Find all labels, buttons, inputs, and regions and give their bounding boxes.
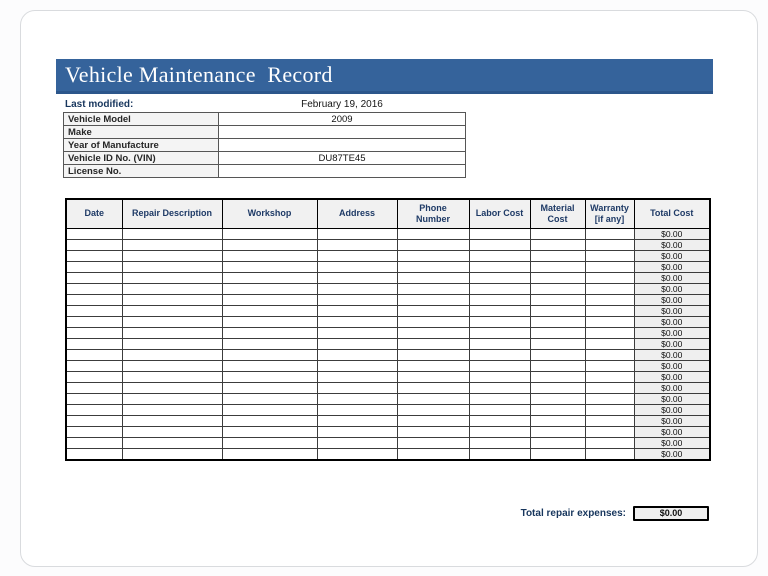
cell-phone-number[interactable] bbox=[397, 338, 469, 349]
cell-repair-description[interactable] bbox=[122, 250, 222, 261]
cell-repair-description[interactable] bbox=[122, 272, 222, 283]
table-row bbox=[66, 415, 710, 426]
table-row bbox=[66, 360, 710, 371]
cell-total-cost: $0.00 bbox=[634, 415, 710, 426]
cell-warranty[interactable] bbox=[585, 448, 634, 460]
table-row bbox=[66, 327, 710, 338]
cell-address[interactable] bbox=[317, 426, 397, 437]
cell-total-cost: $0.00 bbox=[634, 393, 710, 404]
table-row bbox=[66, 426, 710, 437]
info-label: Make bbox=[64, 126, 219, 139]
cell-warranty[interactable] bbox=[585, 437, 634, 448]
cell-address[interactable] bbox=[317, 316, 397, 327]
cell-date[interactable] bbox=[66, 261, 122, 272]
col-header-material-cost: Material Cost bbox=[530, 199, 585, 228]
cell-phone-number[interactable] bbox=[397, 448, 469, 460]
cell-repair-description[interactable] bbox=[122, 415, 222, 426]
cell-material-cost[interactable] bbox=[530, 415, 585, 426]
cell-material-cost[interactable] bbox=[530, 448, 585, 460]
info-label: Vehicle ID No. (VIN) bbox=[64, 152, 219, 165]
cell-total-cost: $0.00 bbox=[634, 283, 710, 294]
cell-date[interactable] bbox=[66, 448, 122, 460]
col-header-phone-number: Phone Number bbox=[397, 199, 469, 228]
cell-address[interactable] bbox=[317, 349, 397, 360]
table-row bbox=[66, 305, 710, 316]
cell-labor-cost[interactable] bbox=[469, 261, 530, 272]
cell-total-cost: $0.00 bbox=[634, 338, 710, 349]
cell-address[interactable] bbox=[317, 360, 397, 371]
cell-total-cost: $0.00 bbox=[634, 261, 710, 272]
document-page bbox=[20, 10, 758, 567]
cell-labor-cost[interactable] bbox=[469, 382, 530, 393]
cell-workshop[interactable] bbox=[222, 448, 317, 460]
cell-workshop[interactable] bbox=[222, 382, 317, 393]
cell-date[interactable] bbox=[66, 360, 122, 371]
table-row bbox=[66, 382, 710, 393]
cell-repair-description[interactable] bbox=[122, 437, 222, 448]
total-repair-expenses-label: Total repair expenses: bbox=[520, 508, 626, 519]
title-banner bbox=[56, 59, 713, 94]
total-repair-expenses-value: $0.00 bbox=[633, 506, 709, 521]
cell-repair-description[interactable] bbox=[122, 261, 222, 272]
cell-address[interactable] bbox=[317, 327, 397, 338]
cell-warranty[interactable] bbox=[585, 404, 634, 415]
cell-phone-number[interactable] bbox=[397, 283, 469, 294]
cell-phone-number[interactable] bbox=[397, 316, 469, 327]
cell-total-cost: $0.00 bbox=[634, 426, 710, 437]
cell-repair-description[interactable] bbox=[122, 393, 222, 404]
cell-date[interactable] bbox=[66, 382, 122, 393]
cell-phone-number[interactable] bbox=[397, 404, 469, 415]
cell-repair-description[interactable] bbox=[122, 239, 222, 250]
cell-warranty[interactable] bbox=[585, 360, 634, 371]
cell-repair-description[interactable] bbox=[122, 338, 222, 349]
cell-total-cost: $0.00 bbox=[634, 228, 710, 239]
cell-warranty[interactable] bbox=[585, 393, 634, 404]
cell-date[interactable] bbox=[66, 272, 122, 283]
info-label: Year of Manufacture bbox=[64, 139, 219, 152]
col-header-workshop: Workshop bbox=[222, 199, 317, 228]
cell-workshop[interactable] bbox=[222, 393, 317, 404]
cell-material-cost[interactable] bbox=[530, 360, 585, 371]
cell-total-cost: $0.00 bbox=[634, 272, 710, 283]
cell-address[interactable] bbox=[317, 382, 397, 393]
cell-repair-description[interactable] bbox=[122, 382, 222, 393]
cell-phone-number[interactable] bbox=[397, 327, 469, 338]
cell-material-cost[interactable] bbox=[530, 382, 585, 393]
cell-total-cost: $0.00 bbox=[634, 250, 710, 261]
table-row bbox=[66, 228, 710, 239]
cell-address[interactable] bbox=[317, 261, 397, 272]
cell-warranty[interactable] bbox=[585, 338, 634, 349]
cell-phone-number[interactable] bbox=[397, 349, 469, 360]
cell-material-cost[interactable] bbox=[530, 404, 585, 415]
cell-repair-description[interactable] bbox=[122, 371, 222, 382]
cell-phone-number[interactable] bbox=[397, 272, 469, 283]
vehicle-info-table bbox=[63, 112, 466, 178]
cell-workshop[interactable] bbox=[222, 283, 317, 294]
col-header-warranty: Warranty [if any] bbox=[585, 199, 634, 228]
table-header-row bbox=[66, 199, 710, 228]
cell-total-cost: $0.00 bbox=[634, 437, 710, 448]
info-value-field[interactable] bbox=[219, 126, 466, 139]
cell-address[interactable] bbox=[317, 437, 397, 448]
cell-phone-number[interactable] bbox=[397, 228, 469, 239]
cell-warranty[interactable] bbox=[585, 261, 634, 272]
cell-phone-number[interactable] bbox=[397, 250, 469, 261]
cell-warranty[interactable] bbox=[585, 415, 634, 426]
cell-labor-cost[interactable] bbox=[469, 360, 530, 371]
cell-labor-cost[interactable] bbox=[469, 316, 530, 327]
cell-labor-cost[interactable] bbox=[469, 371, 530, 382]
info-value-field[interactable]: DU87TE45 bbox=[219, 152, 466, 165]
cell-repair-description[interactable] bbox=[122, 327, 222, 338]
cell-total-cost: $0.00 bbox=[634, 448, 710, 460]
cell-workshop[interactable] bbox=[222, 294, 317, 305]
cell-labor-cost[interactable] bbox=[469, 250, 530, 261]
cell-labor-cost[interactable] bbox=[469, 228, 530, 239]
info-row bbox=[64, 139, 466, 152]
cell-date[interactable] bbox=[66, 349, 122, 360]
cell-phone-number[interactable] bbox=[397, 426, 469, 437]
cell-material-cost[interactable] bbox=[530, 250, 585, 261]
table-row bbox=[66, 250, 710, 261]
cell-workshop[interactable] bbox=[222, 404, 317, 415]
cell-material-cost[interactable] bbox=[530, 261, 585, 272]
cell-repair-description[interactable] bbox=[122, 448, 222, 460]
cell-date[interactable] bbox=[66, 437, 122, 448]
cell-repair-description[interactable] bbox=[122, 294, 222, 305]
page-title: Vehicle Maintenance Record bbox=[65, 62, 333, 87]
info-value-field[interactable] bbox=[219, 139, 466, 152]
col-header-address: Address bbox=[317, 199, 397, 228]
cell-date[interactable] bbox=[66, 426, 122, 437]
cell-warranty[interactable] bbox=[585, 272, 634, 283]
cell-labor-cost[interactable] bbox=[469, 338, 530, 349]
cell-labor-cost[interactable] bbox=[469, 415, 530, 426]
cell-workshop[interactable] bbox=[222, 415, 317, 426]
info-row bbox=[64, 165, 466, 178]
cell-workshop[interactable] bbox=[222, 437, 317, 448]
last-modified-label: Last modified: bbox=[65, 99, 134, 110]
cell-repair-description[interactable] bbox=[122, 426, 222, 437]
cell-labor-cost[interactable] bbox=[469, 426, 530, 437]
cell-address[interactable] bbox=[317, 272, 397, 283]
cell-phone-number[interactable] bbox=[397, 371, 469, 382]
cell-warranty[interactable] bbox=[585, 305, 634, 316]
cell-warranty[interactable] bbox=[585, 349, 634, 360]
cell-date[interactable] bbox=[66, 294, 122, 305]
cell-workshop[interactable] bbox=[222, 305, 317, 316]
cell-address[interactable] bbox=[317, 250, 397, 261]
cell-labor-cost[interactable] bbox=[469, 305, 530, 316]
info-label: Vehicle Model bbox=[64, 113, 219, 126]
info-label: License No. bbox=[64, 165, 219, 178]
cell-material-cost[interactable] bbox=[530, 426, 585, 437]
cell-date[interactable] bbox=[66, 305, 122, 316]
cell-workshop[interactable] bbox=[222, 316, 317, 327]
cell-total-cost: $0.00 bbox=[634, 239, 710, 250]
cell-date[interactable] bbox=[66, 250, 122, 261]
cell-workshop[interactable] bbox=[222, 360, 317, 371]
cell-warranty[interactable] bbox=[585, 327, 634, 338]
cell-warranty[interactable] bbox=[585, 294, 634, 305]
cell-material-cost[interactable] bbox=[530, 349, 585, 360]
cell-repair-description[interactable] bbox=[122, 360, 222, 371]
cell-address[interactable] bbox=[317, 239, 397, 250]
cell-date[interactable] bbox=[66, 239, 122, 250]
cell-material-cost[interactable] bbox=[530, 371, 585, 382]
cell-labor-cost[interactable] bbox=[469, 294, 530, 305]
cell-address[interactable] bbox=[317, 371, 397, 382]
cell-labor-cost[interactable] bbox=[469, 404, 530, 415]
cell-material-cost[interactable] bbox=[530, 272, 585, 283]
cell-labor-cost[interactable] bbox=[469, 283, 530, 294]
cell-warranty[interactable] bbox=[585, 250, 634, 261]
cell-repair-description[interactable] bbox=[122, 228, 222, 239]
cell-material-cost[interactable] bbox=[530, 393, 585, 404]
cell-address[interactable] bbox=[317, 305, 397, 316]
vehicle-info-section bbox=[63, 97, 466, 178]
cell-labor-cost[interactable] bbox=[469, 448, 530, 460]
col-header-total-cost: Total Cost bbox=[634, 199, 710, 228]
cell-address[interactable] bbox=[317, 338, 397, 349]
cell-warranty[interactable] bbox=[585, 283, 634, 294]
table-row bbox=[66, 371, 710, 382]
cell-workshop[interactable] bbox=[222, 371, 317, 382]
cell-warranty[interactable] bbox=[585, 228, 634, 239]
last-modified-value: February 19, 2016 bbox=[301, 99, 383, 110]
cell-labor-cost[interactable] bbox=[469, 393, 530, 404]
cell-material-cost[interactable] bbox=[530, 283, 585, 294]
table-row bbox=[66, 404, 710, 415]
cell-total-cost: $0.00 bbox=[634, 404, 710, 415]
cell-workshop[interactable] bbox=[222, 349, 317, 360]
cell-date[interactable] bbox=[66, 338, 122, 349]
cell-total-cost: $0.00 bbox=[634, 371, 710, 382]
cell-address[interactable] bbox=[317, 294, 397, 305]
cell-total-cost: $0.00 bbox=[634, 294, 710, 305]
table-row bbox=[66, 393, 710, 404]
cell-repair-description[interactable] bbox=[122, 404, 222, 415]
cell-workshop[interactable] bbox=[222, 426, 317, 437]
col-header-labor-cost: Labor Cost bbox=[469, 199, 530, 228]
col-header-date: Date bbox=[66, 199, 122, 228]
cell-address[interactable] bbox=[317, 393, 397, 404]
cell-labor-cost[interactable] bbox=[469, 327, 530, 338]
cell-phone-number[interactable] bbox=[397, 437, 469, 448]
table-row bbox=[66, 316, 710, 327]
info-row bbox=[64, 113, 466, 126]
cell-material-cost[interactable] bbox=[530, 316, 585, 327]
table-row bbox=[66, 272, 710, 283]
cell-labor-cost[interactable] bbox=[469, 349, 530, 360]
cell-date[interactable] bbox=[66, 393, 122, 404]
cell-material-cost[interactable] bbox=[530, 294, 585, 305]
cell-warranty[interactable] bbox=[585, 316, 634, 327]
cell-total-cost: $0.00 bbox=[634, 327, 710, 338]
cell-material-cost[interactable] bbox=[530, 327, 585, 338]
cell-material-cost[interactable] bbox=[530, 437, 585, 448]
cell-warranty[interactable] bbox=[585, 382, 634, 393]
cell-total-cost: $0.00 bbox=[634, 360, 710, 371]
table-row bbox=[66, 437, 710, 448]
cell-date[interactable] bbox=[66, 415, 122, 426]
cell-workshop[interactable] bbox=[222, 250, 317, 261]
cell-address[interactable] bbox=[317, 448, 397, 460]
cell-date[interactable] bbox=[66, 228, 122, 239]
cell-address[interactable] bbox=[317, 283, 397, 294]
cell-workshop[interactable] bbox=[222, 272, 317, 283]
table-row bbox=[66, 294, 710, 305]
table-row bbox=[66, 349, 710, 360]
cell-repair-description[interactable] bbox=[122, 349, 222, 360]
info-value-field[interactable]: 2009 bbox=[219, 113, 466, 126]
cell-phone-number[interactable] bbox=[397, 415, 469, 426]
cell-date[interactable] bbox=[66, 316, 122, 327]
cell-workshop[interactable] bbox=[222, 228, 317, 239]
col-header-repair-description: Repair Description bbox=[122, 199, 222, 228]
cell-material-cost[interactable] bbox=[530, 305, 585, 316]
cell-date[interactable] bbox=[66, 404, 122, 415]
cell-phone-number[interactable] bbox=[397, 261, 469, 272]
cell-material-cost[interactable] bbox=[530, 228, 585, 239]
cell-labor-cost[interactable] bbox=[469, 437, 530, 448]
cell-material-cost[interactable] bbox=[530, 338, 585, 349]
cell-date[interactable] bbox=[66, 371, 122, 382]
cell-phone-number[interactable] bbox=[397, 360, 469, 371]
cell-total-cost: $0.00 bbox=[634, 382, 710, 393]
table-row bbox=[66, 239, 710, 250]
info-value-field[interactable] bbox=[219, 165, 466, 178]
table-row bbox=[66, 448, 710, 460]
cell-phone-number[interactable] bbox=[397, 382, 469, 393]
grand-total-row bbox=[65, 506, 709, 521]
cell-total-cost: $0.00 bbox=[634, 349, 710, 360]
cell-address[interactable] bbox=[317, 404, 397, 415]
cell-workshop[interactable] bbox=[222, 327, 317, 338]
cell-workshop[interactable] bbox=[222, 239, 317, 250]
info-row bbox=[64, 152, 466, 165]
cell-phone-number[interactable] bbox=[397, 294, 469, 305]
cell-phone-number[interactable] bbox=[397, 305, 469, 316]
table-row bbox=[66, 261, 710, 272]
table-row bbox=[66, 283, 710, 294]
cell-repair-description[interactable] bbox=[122, 316, 222, 327]
maintenance-record-table bbox=[65, 198, 711, 461]
last-modified-row bbox=[63, 97, 466, 112]
table-row bbox=[66, 338, 710, 349]
cell-total-cost: $0.00 bbox=[634, 305, 710, 316]
cell-total-cost: $0.00 bbox=[634, 316, 710, 327]
cell-phone-number[interactable] bbox=[397, 239, 469, 250]
cell-repair-description[interactable] bbox=[122, 283, 222, 294]
cell-labor-cost[interactable] bbox=[469, 272, 530, 283]
cell-workshop[interactable] bbox=[222, 261, 317, 272]
cell-address[interactable] bbox=[317, 228, 397, 239]
cell-repair-description[interactable] bbox=[122, 305, 222, 316]
cell-warranty[interactable] bbox=[585, 371, 634, 382]
cell-date[interactable] bbox=[66, 327, 122, 338]
cell-address[interactable] bbox=[317, 415, 397, 426]
cell-workshop[interactable] bbox=[222, 338, 317, 349]
info-row bbox=[64, 126, 466, 139]
cell-warranty[interactable] bbox=[585, 426, 634, 437]
cell-material-cost[interactable] bbox=[530, 239, 585, 250]
cell-date[interactable] bbox=[66, 283, 122, 294]
cell-phone-number[interactable] bbox=[397, 393, 469, 404]
cell-labor-cost[interactable] bbox=[469, 239, 530, 250]
cell-warranty[interactable] bbox=[585, 239, 634, 250]
